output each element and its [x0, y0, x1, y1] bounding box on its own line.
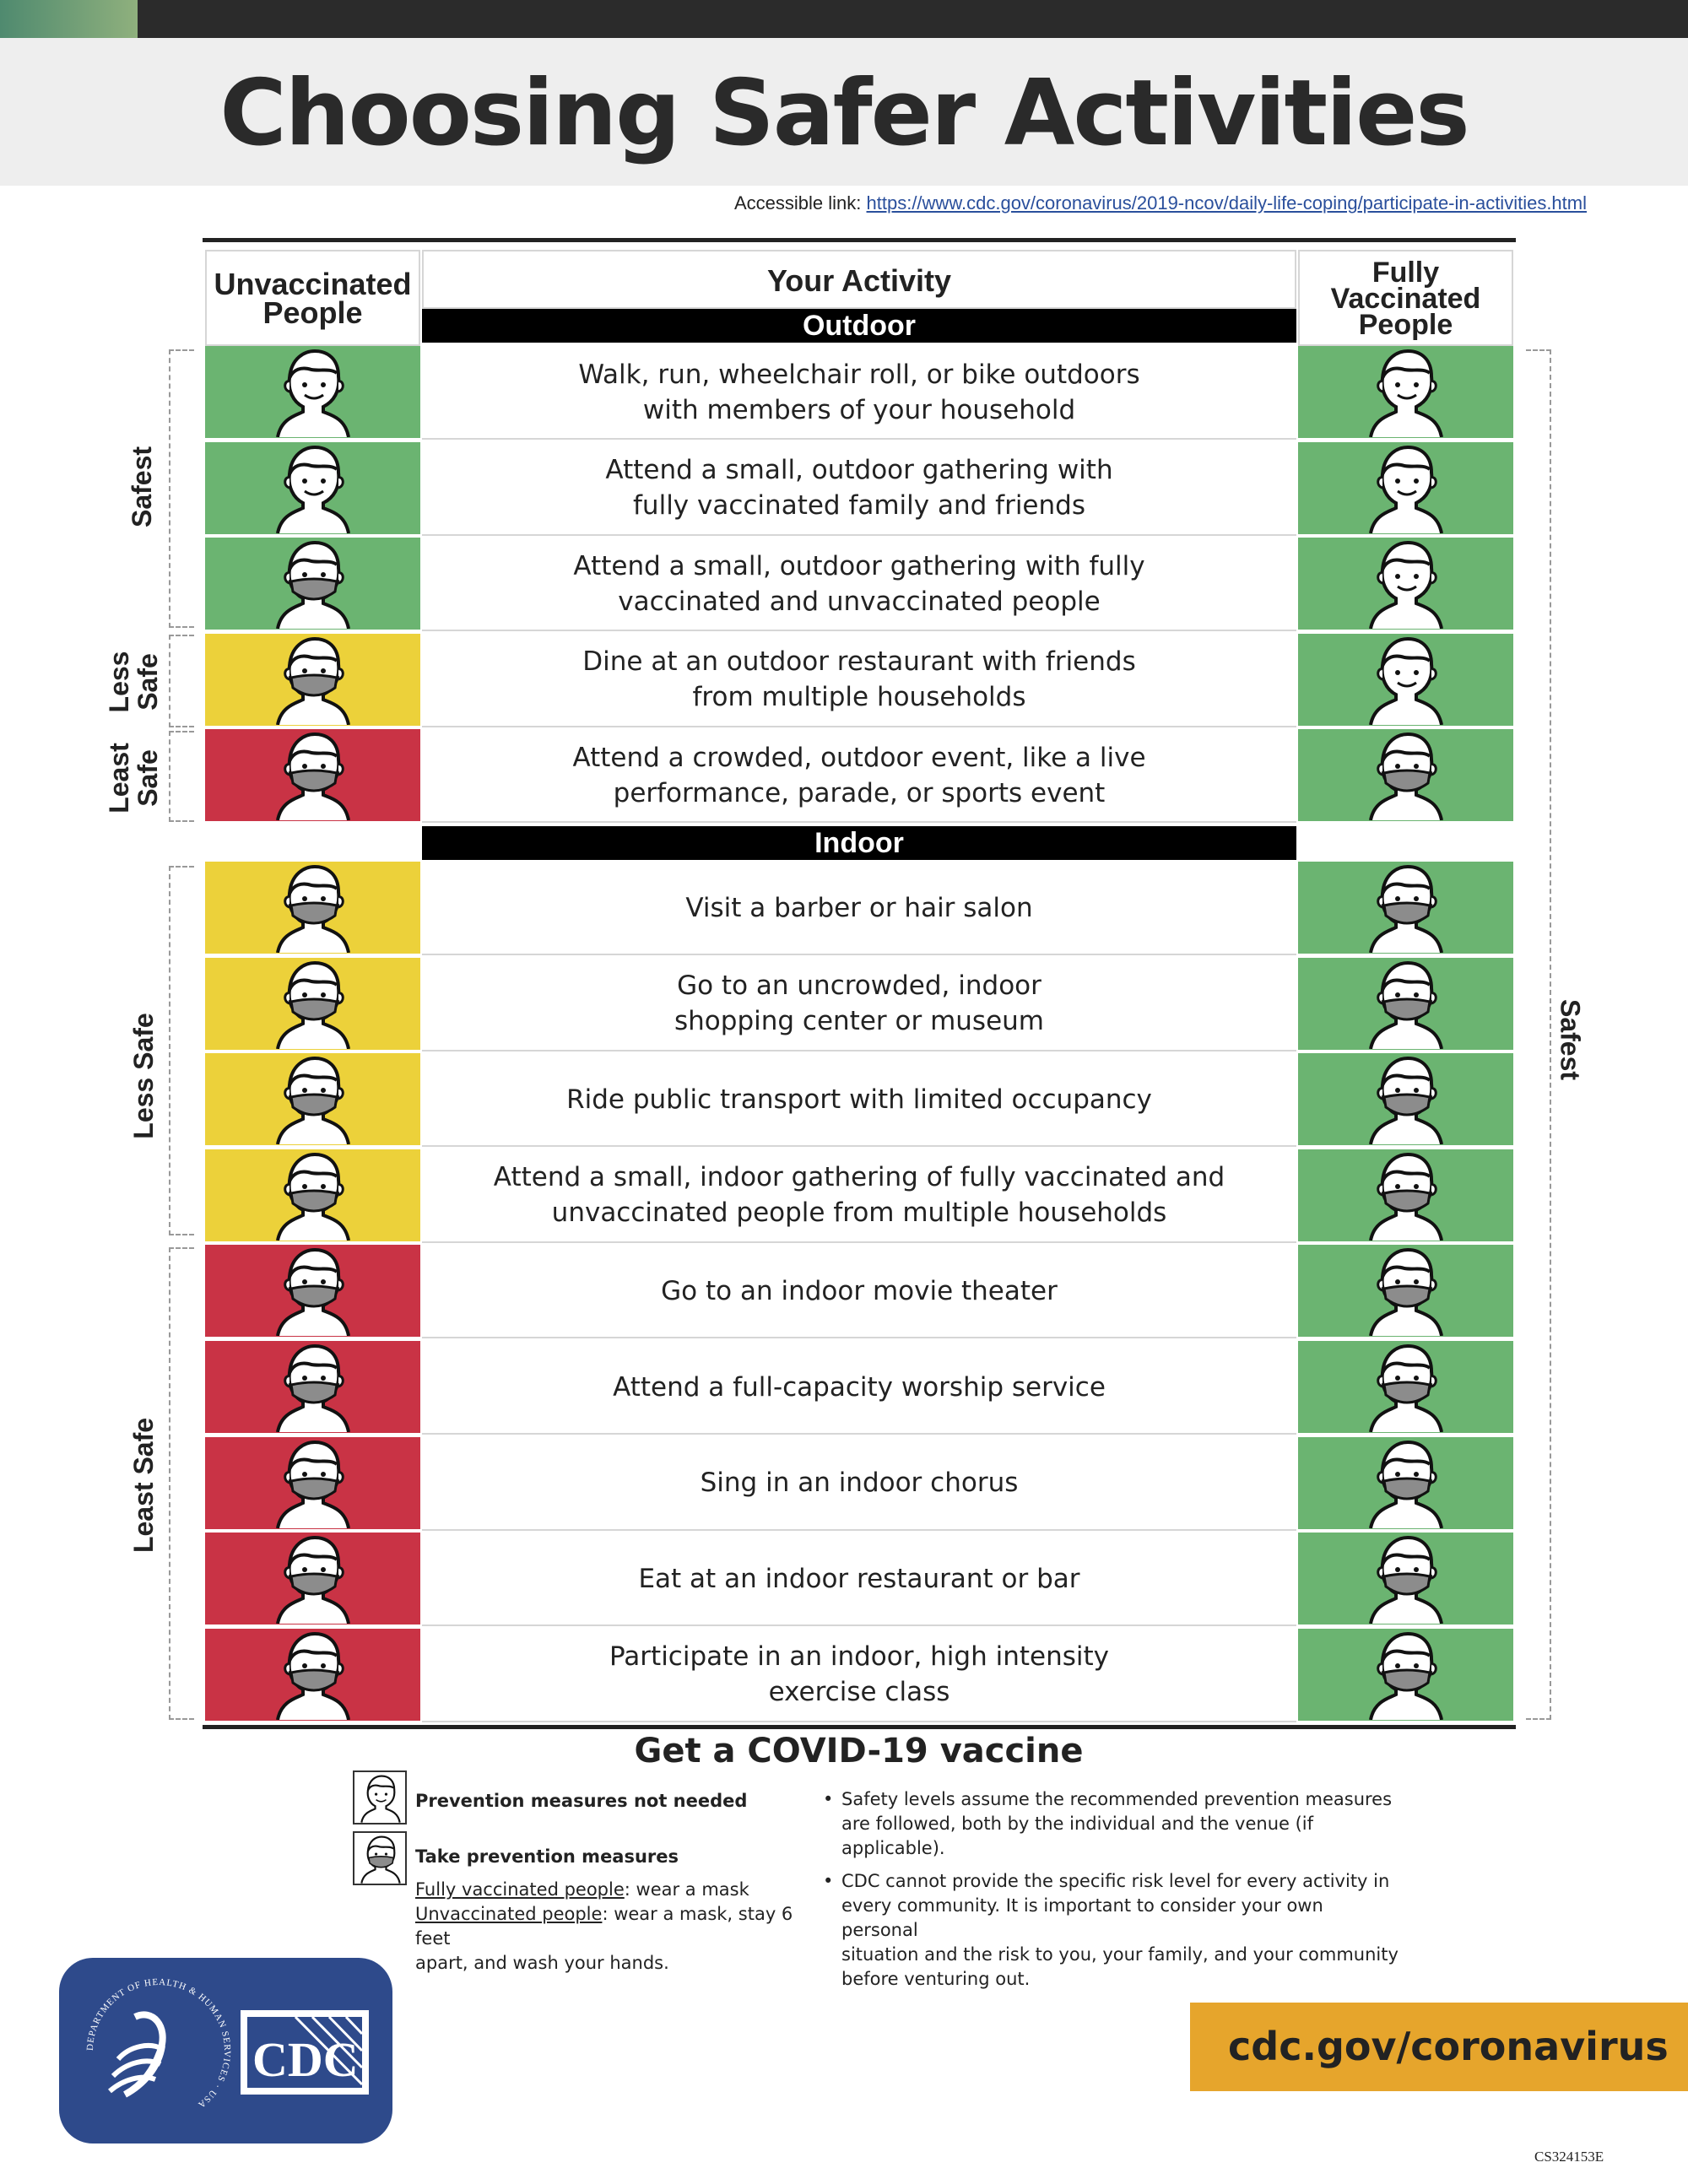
hhs-seal-icon: [59, 1958, 392, 2143]
note-risk-level: [823, 1869, 1405, 1992]
outdoor-activity-row: [205, 729, 1513, 823]
outdoor-activity-row: [205, 442, 1513, 536]
activity-line2: vaccinated and unvaccinated people: [618, 586, 1101, 617]
note-2-line-2: every community. It is important to consider your own personal: [841, 1895, 1323, 1940]
label-right-safest: Safest: [1555, 998, 1586, 1081]
header-vaccinated-line1: Fully: [1372, 257, 1440, 289]
activity-text: [494, 1160, 1225, 1230]
label-safe-word: Safe: [133, 653, 163, 711]
vaccinated-risk-cell: [1298, 1245, 1513, 1337]
label-outdoor-safest: Safest: [127, 446, 157, 528]
masked-face-icon: [1364, 1439, 1448, 1528]
activity-line2: from multiple households: [692, 682, 1026, 713]
legend-unvaccinated-note: [415, 1902, 820, 1951]
accessible-link-line: [734, 192, 1587, 214]
face-icon: [1364, 348, 1448, 437]
activity-description: [422, 1149, 1296, 1243]
activity-line2: unvaccinated people from multiple households: [551, 1197, 1167, 1229]
unvaccinated-risk-cell: [205, 958, 420, 1050]
table-top-rule: [203, 238, 1516, 242]
bracket-outdoor-less-safe: [169, 635, 194, 727]
activity-line1: Attend a small, indoor gathering of fully vaccinated and: [493, 1162, 1225, 1193]
masked-face-icon: [271, 1343, 355, 1432]
activity-text: [685, 890, 1032, 926]
section-indoor: Indoor: [422, 826, 1296, 860]
label-safe-word-2: Safe: [133, 749, 163, 807]
activity-text: [613, 1370, 1106, 1405]
face-icon: [1364, 635, 1448, 725]
indoor-activity-row: [205, 1629, 1513, 1722]
face-icon: [358, 1774, 403, 1823]
legend-vaccinated-label: Fully vaccinated people: [415, 1879, 625, 1900]
activity-line1: Ride public transport with limited occupancy: [566, 1084, 1152, 1115]
vaccinated-risk-cell: [1298, 958, 1513, 1050]
activity-line1: Sing in an indoor chorus: [700, 1468, 1019, 1499]
masked-face-icon: [271, 1439, 355, 1528]
activity-description: [422, 729, 1296, 823]
unvaccinated-risk-cell: [205, 538, 420, 630]
note-1-line-2: are followed, both by the individual and the venue (if applicable).: [841, 1814, 1314, 1858]
unvaccinated-risk-cell: [205, 346, 420, 438]
face-icon: [1364, 444, 1448, 533]
activity-line1: Attend a crowded, outdoor event, like a live: [572, 742, 1146, 773]
activity-line1: Go to an indoor movie theater: [661, 1275, 1058, 1306]
vaccine-cta: Get a COVID-19 vaccine: [634, 1732, 1084, 1770]
indoor-activity-row: [205, 1149, 1513, 1243]
activity-description: [422, 442, 1296, 536]
top-bar-accent: [0, 0, 138, 38]
unvaccinated-risk-cell: [205, 1437, 420, 1529]
legend-unvaccinated-text-2: apart, and wash your hands.: [415, 1953, 669, 1973]
masked-face-icon: [1364, 1534, 1448, 1624]
unvaccinated-risk-cell: [205, 1149, 420, 1241]
activity-line1: Attend a small, outdoor gathering with: [605, 455, 1113, 486]
header-unvaccinated-line2: People: [262, 295, 363, 330]
unvaccinated-risk-cell: [205, 634, 420, 726]
activity-description: [422, 958, 1296, 1051]
header-unvaccinated: [205, 250, 420, 346]
bracket-indoor-less-safe: [169, 866, 194, 1235]
masked-face-icon: [1364, 863, 1448, 953]
unvaccinated-risk-cell: [205, 442, 420, 534]
page-title: Choosing Safer Activities: [219, 61, 1469, 166]
masked-face-icon: [1364, 731, 1448, 820]
activity-text: [638, 1561, 1079, 1597]
document-code: CS324153E: [1534, 2149, 1604, 2165]
masked-face-icon: [271, 1055, 355, 1144]
note-1-line-1: • Safety levels assume the recommended prevention measures: [841, 1789, 1393, 1809]
masked-face-icon: [1364, 1151, 1448, 1241]
activity-description: [422, 1053, 1296, 1147]
indoor-activity-row: [205, 1437, 1513, 1531]
table-bottom-rule: [203, 1725, 1516, 1729]
outdoor-activity-row: [205, 346, 1513, 440]
masked-face-icon: [271, 635, 355, 725]
activity-text: [674, 968, 1044, 1039]
hhs-seal-text: DEPARTMENT OF HEALTH & HUMAN SERVICES · USA: [84, 1976, 233, 2111]
masked-face-icon: [271, 1246, 355, 1336]
note-safety-levels: [823, 1787, 1405, 1861]
activity-line1: Attend a full-capacity worship service: [613, 1371, 1106, 1403]
legend-masked-face-icon: [353, 1831, 407, 1885]
masked-face-icon: [358, 1835, 403, 1884]
masked-face-icon: [271, 1534, 355, 1624]
site-url[interactable]: cdc.gov/coronavirus: [1190, 2003, 1688, 2091]
bracket-indoor-least-safe: [169, 1247, 194, 1720]
masked-face-icon: [1364, 960, 1448, 1049]
header-your-activity: Your Activity: [422, 250, 1296, 309]
unvaccinated-risk-cell: [205, 1629, 420, 1721]
indoor-activity-row: [205, 862, 1513, 955]
activity-line2: exercise class: [768, 1677, 950, 1708]
top-bar: [0, 0, 1688, 38]
activity-description: [422, 1629, 1296, 1722]
activity-line2: performance, parade, or sports event: [613, 777, 1106, 808]
accessible-link-label: Accessible link:: [734, 192, 862, 214]
indoor-activity-row: [205, 1053, 1513, 1147]
face-icon: [271, 348, 355, 437]
unvaccinated-risk-cell: [205, 729, 420, 821]
outdoor-activity-row: [205, 538, 1513, 631]
legend-face-icon: [353, 1770, 407, 1825]
activity-text: [578, 357, 1139, 428]
face-icon: [271, 444, 355, 533]
header-unvaccinated-line1: Unvaccinated: [214, 267, 412, 301]
activity-description: [422, 346, 1296, 440]
masked-face-icon: [271, 960, 355, 1049]
activity-text: [582, 644, 1135, 715]
masked-face-icon: [271, 863, 355, 953]
legend-vaccinated-text: : wear a mask: [624, 1879, 749, 1900]
indoor-activity-row: [205, 958, 1513, 1051]
activity-line1: Go to an uncrowded, indoor: [677, 970, 1041, 1002]
vaccinated-risk-cell: [1298, 634, 1513, 726]
outdoor-activity-row: [205, 634, 1513, 727]
label-outdoor-least-safe: [105, 743, 162, 814]
bracket-outdoor-safest: [169, 349, 194, 628]
activity-description: [422, 1437, 1296, 1531]
vaccinated-risk-cell: [1298, 729, 1513, 821]
activity-text: [566, 1082, 1152, 1117]
activity-text: [605, 452, 1112, 523]
activity-line2: shopping center or museum: [674, 1006, 1044, 1037]
legend-no-measures: Prevention measures not needed: [415, 1791, 748, 1811]
legend-vaccinated-note: [415, 1878, 820, 1902]
activity-line1: Eat at an indoor restaurant or bar: [638, 1563, 1080, 1594]
indoor-activity-row: [205, 1341, 1513, 1435]
activity-description: [422, 862, 1296, 955]
header-vaccinated-line3: People: [1358, 309, 1453, 341]
label-indoor-least-safe: Least Safe: [128, 1417, 159, 1554]
label-less-word: Less: [104, 651, 134, 713]
vaccinated-risk-cell: [1298, 1437, 1513, 1529]
face-icon: [1364, 539, 1448, 629]
activity-line1: Visit a barber or hair salon: [685, 892, 1033, 923]
vaccinated-risk-cell: [1298, 538, 1513, 630]
hhs-cdc-logo: [59, 1958, 392, 2143]
unvaccinated-risk-cell: [205, 1053, 420, 1145]
svg-text:DEPARTMENT OF HEALTH & HUMAN S: [85, 1977, 232, 2111]
unvaccinated-risk-cell: [205, 862, 420, 954]
header-vaccinated-line2: Vaccinated: [1330, 283, 1481, 315]
header-fully-vaccinated: [1298, 250, 1513, 346]
vaccinated-risk-cell: [1298, 1341, 1513, 1433]
masked-face-icon: [271, 1151, 355, 1241]
notes-list: [823, 1787, 1405, 2000]
unvaccinated-risk-cell: [205, 1341, 420, 1433]
label-indoor-less-safe: Less Safe: [128, 1013, 159, 1139]
activity-line2: fully vaccinated family and friends: [633, 490, 1085, 522]
activity-line1: Attend a small, outdoor gathering with fully: [573, 550, 1145, 581]
legend-take-measures: [415, 1845, 820, 1976]
unvaccinated-risk-cell: [205, 1245, 420, 1337]
vaccinated-risk-cell: [1298, 346, 1513, 438]
activity-description: [422, 1245, 1296, 1338]
legend-unvaccinated-text: : wear a mask, stay 6 feet: [415, 1904, 793, 1949]
activity-description: [422, 538, 1296, 631]
section-outdoor: Outdoor: [422, 309, 1296, 343]
bracket-outdoor-least-safe: [169, 731, 194, 822]
activity-description: [422, 634, 1296, 727]
vaccinated-risk-cell: [1298, 1053, 1513, 1145]
masked-face-icon: [1364, 1246, 1448, 1336]
activity-text: [701, 1465, 1019, 1500]
label-least-word: Least: [104, 743, 134, 814]
activity-text: [572, 740, 1145, 811]
vaccinated-risk-cell: [1298, 1629, 1513, 1721]
masked-face-icon: [1364, 1343, 1448, 1432]
masked-face-icon: [271, 539, 355, 629]
activity-line2: with members of your household: [642, 394, 1076, 425]
legend-take-measures-title: Take prevention measures: [415, 1846, 679, 1867]
activity-text: [609, 1639, 1109, 1710]
masked-face-icon: [1364, 1055, 1448, 1144]
bracket-right-safest: [1526, 349, 1551, 1720]
unvaccinated-risk-cell: [205, 1533, 420, 1624]
activity-line1: Dine at an outdoor restaurant with friends: [582, 646, 1136, 678]
vaccinated-risk-cell: [1298, 1533, 1513, 1624]
masked-face-icon: [271, 1630, 355, 1720]
activity-text: [661, 1273, 1058, 1309]
masked-face-icon: [1364, 1630, 1448, 1720]
accessible-link[interactable]: https://www.cdc.gov/coronavirus/2019-ncov/daily-life-coping/participate-in-activities.html: [866, 192, 1587, 214]
activity-text: [573, 549, 1144, 619]
vaccinated-risk-cell: [1298, 442, 1513, 534]
vaccinated-risk-cell: [1298, 1149, 1513, 1241]
note-2-line-1: • CDC cannot provide the specific risk level for every activity in: [841, 1871, 1390, 1891]
masked-face-icon: [271, 731, 355, 820]
legend-unvaccinated-label: Unvaccinated people: [415, 1904, 603, 1924]
activity-line1: Walk, run, wheelchair roll, or bike outdoors: [578, 359, 1140, 390]
activity-description: [422, 1341, 1296, 1435]
indoor-activity-row: [205, 1533, 1513, 1626]
activity-line1: Participate in an indoor, high intensity: [609, 1641, 1109, 1673]
note-2-line-4: before venturing out.: [841, 1969, 1031, 1989]
cdc-logo-text: CDC: [252, 2032, 359, 2087]
note-2-line-3: situation and the risk to you, your family, and your community: [841, 1944, 1399, 1965]
indoor-activity-row: [205, 1245, 1513, 1338]
activity-description: [422, 1533, 1296, 1626]
label-outdoor-less-safe: [105, 651, 162, 713]
vaccinated-risk-cell: [1298, 862, 1513, 954]
